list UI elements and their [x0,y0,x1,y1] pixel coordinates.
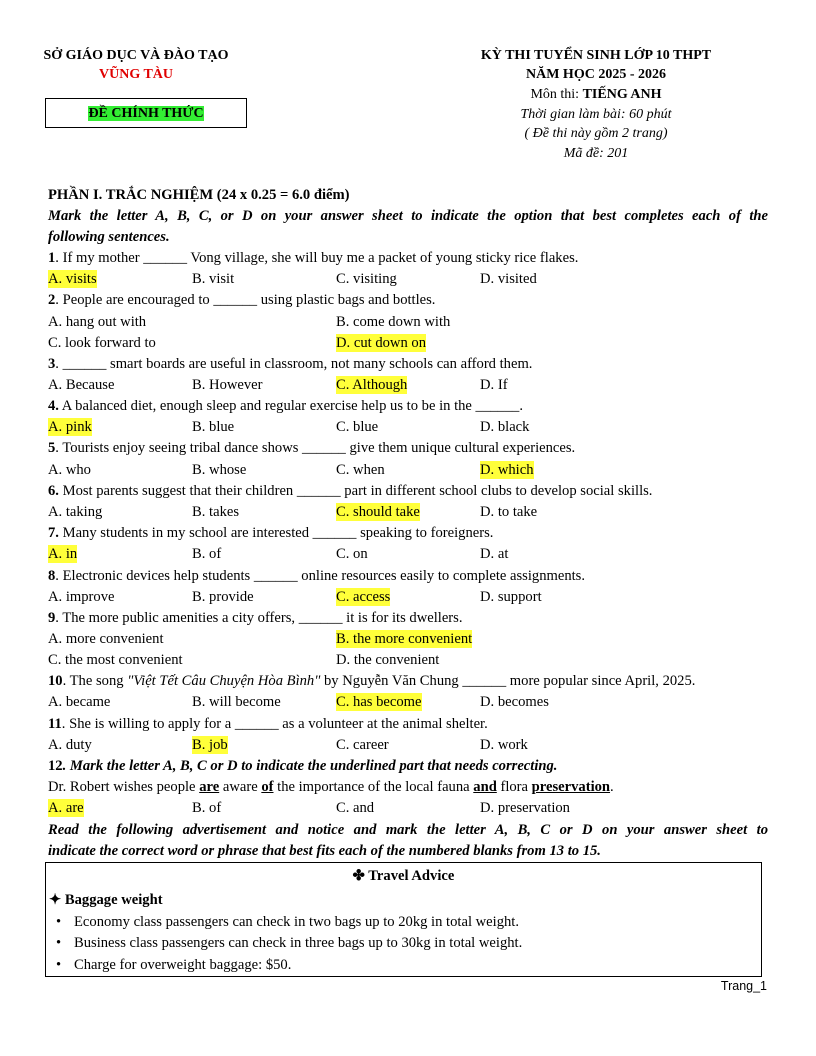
subject-line [444,87,748,103]
advice-text: Business class passengers can check in three bags up to 30kg in total weight. [74,935,523,951]
q2-option-a[interactable]: A. hang out with [48,314,147,330]
question-2-stem [48,291,435,309]
q3-option-d[interactable]: D. If [480,377,508,393]
subject-prefix: Môn thi: [530,87,583,102]
baggage-weight-text: Baggage weight [64,892,163,908]
school-year: NĂM HỌC 2025 - 2026 [526,67,666,82]
question-text: Most parents suggest that their children ______ part in different school clubs to develop social skills. [58,483,653,499]
question-5-stem [48,439,575,457]
question-6-stem [48,482,652,500]
question-number: 6. [48,483,59,499]
q4-option-a[interactable]: A. pink [48,419,92,435]
exam-title: KỲ THI TUYỂN SINH LỚP 10 THPT [480,48,712,63]
q12-option-a[interactable]: A. are [48,800,84,816]
exam-duration: Thời gian làm bài: 60 phút [520,107,672,122]
q8-option-b[interactable]: B. provide [192,589,254,605]
sentence-part: aware [219,779,262,795]
section-title: PHẦN I. TRẮC NGHIỆM (24 x 0.25 = 6.0 điểm) [48,187,350,203]
question-12-stem [48,757,557,775]
q12-option-d[interactable]: D. preservation [480,800,570,816]
q4-option-c[interactable]: C. blue [336,419,379,435]
question-number: 11 [48,716,62,732]
q5-option-d[interactable]: D. which [480,462,534,478]
q2-option-d[interactable]: D. cut down on [336,335,426,351]
q11-option-d[interactable]: D. work [480,737,528,753]
q10-option-a[interactable]: A. became [48,694,111,710]
q1-option-c[interactable]: C. visiting [336,271,397,287]
sentence-part: . [610,779,614,795]
section-instruction-line1: Mark the letter A, B, C, or D on your answer sheet to indicate the option that best completes each of the [48,208,768,224]
question-text: A balanced diet, enough sleep and regular exercise help us to be in the ______. [58,398,523,414]
question-text: . The song [62,673,128,689]
q1-option-a[interactable]: A. visits [48,271,97,287]
question-number: 2 [48,292,56,308]
question-number: 8 [48,568,56,584]
question-text: . If my mother ______ Vong village, she will buy me a packet of young sticky rice flakes. [55,250,579,266]
question-3-stem [48,355,532,373]
question-text: . ______ smart boards are useful in classroom, not many schools can afford them. [55,356,533,372]
advice-text: Charge for overweight baggage: $50. [74,957,292,973]
question-11-stem [48,715,488,733]
q3-option-a[interactable]: A. Because [48,377,115,393]
q10-option-d[interactable]: D. becomes [480,694,549,710]
sentence-part: Dr. Robert wishes people [48,779,200,795]
song-title: "Việt Tết Câu Chuyện Hòa Bình" [127,673,321,689]
page-number: Trang_1 [720,979,767,993]
q1-option-b[interactable]: B. visit [192,271,235,287]
bullet-icon: • [56,914,62,930]
question-number: 10 [48,673,63,689]
underlined-part-b: of [261,779,274,795]
reading-instruction-line2: indicate the correct word or phrase that best fits each of the numbered blanks from 13 to 15. [48,843,601,859]
question-text: . Electronic devices help students ______ online resources easily to complete assignments. [55,568,585,584]
q2-option-c[interactable]: C. look forward to [48,335,156,351]
q5-option-c[interactable]: C. when [336,462,385,478]
question-number: 9 [48,610,56,626]
underlined-part-a: are [199,779,220,795]
q7-option-a[interactable]: A. in [48,546,78,562]
q3-option-b[interactable]: B. However [192,377,263,393]
exam-code: Mã đề: 201 [563,146,629,161]
q10-option-b[interactable]: B. will become [192,694,281,710]
q7-option-d[interactable]: D. at [480,546,509,562]
underlined-part-d: preservation [531,779,611,795]
q5-option-a[interactable]: A. who [48,462,91,478]
question-number: 7. [48,525,59,541]
advice-bullet-3 [56,956,292,974]
q12-option-c[interactable]: C. and [336,800,375,816]
q11-option-c[interactable]: C. career [336,737,389,753]
question-10-stem [48,672,695,690]
q9-option-c[interactable]: C. the most convenient [48,652,183,668]
q10-option-c[interactable]: C. has become [336,694,422,710]
travel-advice-title-text: Travel Advice [368,868,455,884]
question-text: . She is willing to apply for a ______ as a volunteer at the animal shelter. [61,716,488,732]
q7-option-c[interactable]: C. on [336,546,368,562]
q11-option-b[interactable]: B. job [192,737,228,753]
q11-option-a[interactable]: A. duty [48,737,92,753]
province-name: VŨNG TÀU [98,67,174,82]
department-name: SỞ GIÁO DỤC VÀ ĐÀO TẠO [43,48,229,63]
question-number: 1 [48,250,56,266]
question-text: by Nguyễn Văn Chung ______ more popular since April, 2025. [320,673,696,689]
question-text: Many students in my school are interested ______ speaking to foreigners. [58,525,494,541]
travel-advice-box [45,862,762,977]
question-text: . Tourists enjoy seeing tribal dance shows ______ give them unique cultural experiences. [55,440,576,456]
question-9-stem [48,609,462,627]
question-1-stem [48,249,578,267]
subject-name: TIẾNG ANH [582,87,662,102]
question-4-stem [48,397,523,415]
question-8-stem [48,567,585,585]
q6-option-a[interactable]: A. taking [48,504,103,520]
q4-option-b[interactable]: B. blue [192,419,235,435]
reading-instruction-line1: Read the following advertisement and notice and mark the letter A, B, C or D on your answer sheet to [48,822,768,838]
baggage-weight-heading [49,891,163,909]
question-number: 3 [48,356,56,372]
question-text: . The more public amenities a city offers, ______ it is for its dwellers. [55,610,463,626]
official-label-box [45,98,247,128]
sentence-part: flora [496,779,532,795]
q6-option-c[interactable]: C. should take [336,504,420,520]
q2-option-b[interactable]: B. come down with [336,314,451,330]
bullet-icon: • [56,957,62,973]
question-7-stem [48,524,493,542]
q3-option-c[interactable]: C. Although [336,377,408,393]
q6-option-d[interactable]: D. to take [480,504,538,520]
question-number: 4. [48,398,59,414]
q1-option-d[interactable]: D. visited [480,271,537,287]
underlined-part-c: and [473,779,497,795]
bullet-icon: • [56,935,62,951]
q12-option-b[interactable]: B. of [192,800,222,816]
q9-option-b[interactable]: B. the more convenient [336,631,473,647]
q7-option-b[interactable]: B. of [192,546,222,562]
question-text: . Mark the letter A, B, C or D to indicate the underlined part that needs correcting. [62,758,558,774]
q8-option-a[interactable]: A. improve [48,589,115,605]
question-number: 12 [48,758,63,774]
question-number: 5 [48,440,56,456]
q8-option-d[interactable]: D. support [480,589,542,605]
q6-option-b[interactable]: B. takes [192,504,240,520]
q4-option-d[interactable]: D. black [480,419,530,435]
q5-option-b[interactable]: B. whose [192,462,247,478]
section-instruction-line2: following sentences. [48,229,170,245]
q9-option-a[interactable]: A. more convenient [48,631,164,647]
q8-option-c[interactable]: C. access [336,589,391,605]
question-text: . People are encouraged to ______ using plastic bags and bottles. [55,292,436,308]
q9-option-d[interactable]: D. the convenient [336,652,440,668]
question-12-sentence [48,778,614,796]
advice-bullet-1 [56,913,520,931]
advice-text: Economy class passengers can check in two bags up to 20kg in total weight. [74,914,520,930]
sentence-part: the importance of the local fauna [273,779,474,795]
advice-bullet-2 [56,934,523,952]
page-count-note: ( Đề thi này gồm 2 trang) [524,126,668,141]
official-label: ĐỀ CHÍNH THỨC [88,106,204,121]
flower-icon: ✤ [352,868,365,884]
travel-advice-title [46,867,761,885]
star-icon: ✦ [49,892,62,908]
